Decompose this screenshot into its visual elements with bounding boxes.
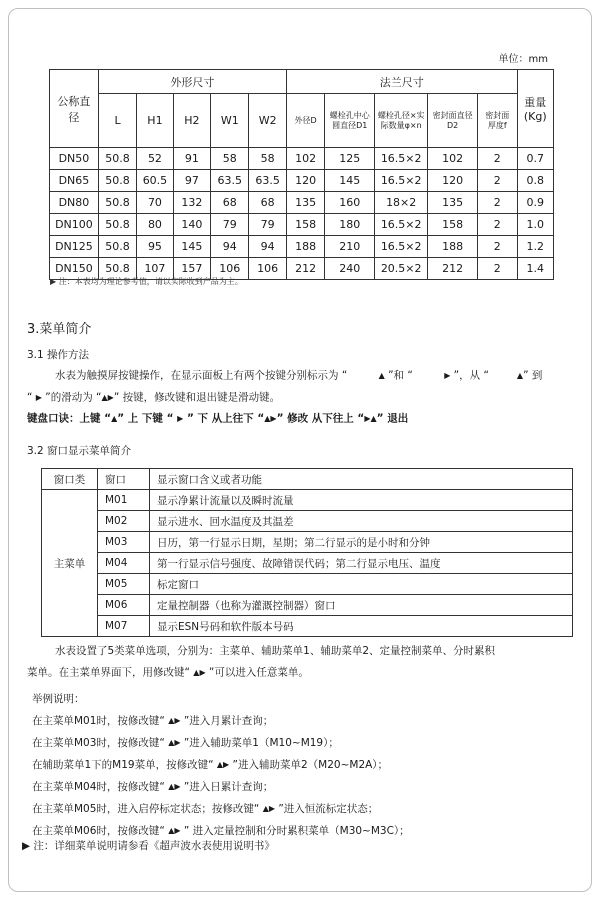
- up-icon: ▲: [370, 414, 377, 423]
- spec-cell: 58: [211, 148, 249, 170]
- up-icon: ▲: [262, 804, 269, 813]
- right-icon: ▶: [174, 782, 181, 791]
- spec-cell: 157: [173, 258, 210, 280]
- example-item: [32, 732, 592, 754]
- spec-cell: 2: [478, 192, 517, 214]
- spec-cell: 79: [249, 214, 286, 236]
- right-icon: ▶: [35, 392, 42, 402]
- examples: [32, 688, 592, 842]
- right-icon: ▶: [177, 414, 184, 423]
- right-icon: ▶: [174, 716, 181, 725]
- up-icon: ▲: [264, 414, 271, 423]
- section3-title: 3.菜单简介: [27, 322, 92, 337]
- spec-cell-dn: DN125: [50, 236, 99, 258]
- spec-row: [50, 236, 554, 258]
- right-icon: ▶: [174, 738, 181, 747]
- example-post: ” 进入定量控制和分时累积菜单（M30~M3C）；: [180, 825, 410, 837]
- right-icon: ▶: [364, 414, 371, 423]
- op-text-seg: ” 修改 从下往上 “: [276, 412, 365, 425]
- up-icon: ▲: [168, 782, 175, 791]
- header-L: L: [98, 94, 136, 148]
- menu-window-code: M05: [98, 574, 150, 595]
- menu-window-function: 标定窗口: [150, 574, 573, 595]
- right-icon: ▶: [199, 668, 206, 677]
- op-text-seg: ” 上 下键 “: [117, 412, 178, 425]
- spec-cell: 52: [137, 148, 173, 170]
- spec-cell: 140: [173, 214, 210, 236]
- spec-cell: 102: [286, 148, 324, 170]
- spec-cell: 50.8: [98, 236, 136, 258]
- spec-cell-dn: DN80: [50, 192, 99, 214]
- spec-cell: 2: [478, 170, 517, 192]
- right-icon: ▶: [270, 414, 277, 423]
- menu-group-main: 主菜单: [42, 490, 98, 637]
- up-icon: ▲: [516, 371, 524, 380]
- spec-cell: 1.0: [517, 214, 553, 236]
- spec-cell: 16.5×2: [375, 170, 428, 192]
- header-H2: H2: [173, 94, 210, 148]
- spec-cell: 16.5×2: [375, 236, 428, 258]
- spec-cell: 20.5×2: [375, 258, 428, 280]
- spec-cell-dn: DN50: [50, 148, 99, 170]
- menu-window-code: M07: [98, 616, 150, 637]
- header-seal-diameter: 密封面直径D2: [428, 94, 478, 148]
- spec-cell: 240: [325, 258, 375, 280]
- bottom-note: ▶ 注：详细菜单说明请参看《超声波水表使用说明书》: [22, 840, 275, 852]
- menu-row: [42, 595, 573, 616]
- menu-para-seg: ”可以进入任意菜单。: [205, 666, 309, 679]
- header-bolt-hole: 螺栓孔径×实际数量φ×n: [375, 94, 428, 148]
- spec-cell: 16.5×2: [375, 214, 428, 236]
- spec-cell: 2: [478, 236, 517, 258]
- spec-cell: 0.8: [517, 170, 553, 192]
- spec-cell: 120: [286, 170, 324, 192]
- spec-cell: 106: [211, 258, 249, 280]
- op-text-seg: ” 退出: [376, 412, 409, 425]
- spec-cell-dn: DN150: [50, 258, 99, 280]
- spec-cell: 68: [249, 192, 286, 214]
- example-post: ”进入月累计查询；: [180, 715, 274, 727]
- menu-window-function: 显示ESN号码和软件版本号码: [150, 616, 573, 637]
- spec-cell: 58: [249, 148, 286, 170]
- spec-cell: 107: [137, 258, 173, 280]
- spec-cell: 50.8: [98, 258, 136, 280]
- spec-cell: 63.5: [211, 170, 249, 192]
- right-icon: ▶: [444, 371, 451, 380]
- spec-cell: 2: [478, 148, 517, 170]
- spec-cell: 135: [428, 192, 478, 214]
- spec-cell: 50.8: [98, 192, 136, 214]
- table-note: ▶ 注：本表均为理论参考值，请以实际收到产品为主。: [50, 277, 243, 286]
- spec-cell: 63.5: [249, 170, 286, 192]
- menu-row: [42, 574, 573, 595]
- menu-window-function: 显示净累计流量以及瞬时流量: [150, 490, 573, 511]
- menu-row: [42, 511, 573, 532]
- operation-text: [27, 365, 587, 430]
- up-icon: ▲: [168, 826, 175, 835]
- spec-cell: 102: [428, 148, 478, 170]
- header-bolt-circle: 螺栓孔中心圆直径D1: [325, 94, 375, 148]
- menu-para-line1: 水表设置了5类菜单选项，分别为：主菜单、辅助菜单1、辅助菜单2、定量控制菜单、分时累积: [55, 645, 496, 657]
- spec-cell: 120: [428, 170, 478, 192]
- op-text-seg: 键盘口诀：上键 “: [27, 412, 112, 425]
- op-text-seg: ”的滑动为 “: [41, 391, 102, 403]
- spec-cell: 94: [211, 236, 249, 258]
- spec-cell: 50.8: [98, 170, 136, 192]
- example-post: ”进入恒流标定状态；: [275, 803, 379, 815]
- example-pre: 在主菜单M06时，按修改键“: [32, 825, 169, 837]
- example-title: 举例说明：: [32, 693, 85, 705]
- up-icon: ▲: [168, 738, 175, 747]
- spec-cell: 1.2: [517, 236, 553, 258]
- spec-cell: 212: [286, 258, 324, 280]
- up-icon: ▲: [101, 392, 108, 402]
- example-item: [32, 710, 592, 732]
- spec-cell: 2: [478, 214, 517, 236]
- menu-window-code: M04: [98, 553, 150, 574]
- spec-row: [50, 170, 554, 192]
- spec-row: [50, 192, 554, 214]
- op-text-seg: ”，从 “: [450, 369, 489, 382]
- menu-header-class: 窗口类: [42, 469, 98, 490]
- menu-window-code: M03: [98, 532, 150, 553]
- example-pre: 在主菜单M01时，按修改键“: [32, 715, 169, 727]
- unit-label: 单位：mm: [498, 54, 548, 65]
- example-post: ”进入辅助菜单2（M20~M2A）；: [229, 759, 389, 771]
- example-pre: 在辅助菜单1下的M19菜单，按修改键“: [32, 759, 217, 771]
- spec-cell: 0.7: [517, 148, 553, 170]
- header-H1: H1: [137, 94, 173, 148]
- menu-row: [42, 532, 573, 553]
- spec-cell: 135: [286, 192, 324, 214]
- up-icon: ▲: [168, 716, 175, 725]
- menu-header-window: 窗口: [98, 469, 150, 490]
- spec-cell: 16.5×2: [375, 148, 428, 170]
- spec-cell: 158: [428, 214, 478, 236]
- menu-table: [41, 468, 573, 637]
- menu-window-function: 日历，第一行显示日期，星期；第二行显示的是小时和分钟: [150, 532, 573, 553]
- menu-paragraph: [27, 641, 587, 684]
- spec-cell: 1.4: [517, 258, 553, 280]
- example-item: [32, 798, 592, 820]
- op-text-seg: ” 到: [523, 369, 543, 382]
- right-icon: ▶: [107, 392, 114, 402]
- menu-window-code: M01: [98, 490, 150, 511]
- header-flange-group: 法兰尺寸: [286, 70, 517, 94]
- right-icon: ▶: [268, 804, 276, 813]
- op-text-seg: “: [27, 391, 36, 403]
- up-icon: ▲: [193, 668, 200, 677]
- header-seal-thickness: 密封面厚度f: [478, 94, 517, 148]
- spec-cell: 18×2: [375, 192, 428, 214]
- spec-cell: 106: [249, 258, 286, 280]
- example-pre: 在主菜单M03时，按修改键“: [32, 737, 169, 749]
- spec-cell: 95: [137, 236, 173, 258]
- example-pre: 在主菜单M04时，按修改键“: [32, 781, 169, 793]
- example-pre: 在主菜单M05时，进入启停标定状态；按修改键“: [32, 803, 263, 815]
- example-post: ”进入日累计查询；: [180, 781, 274, 793]
- menu-row: [42, 490, 573, 511]
- header-W2: W2: [249, 94, 286, 148]
- spec-cell: 70: [137, 192, 173, 214]
- header-outline-group: 外形尺寸: [98, 70, 286, 94]
- spec-cell: 68: [211, 192, 249, 214]
- spec-cell: 50.8: [98, 148, 136, 170]
- spec-cell: 2: [478, 258, 517, 280]
- right-icon: ▶: [223, 760, 230, 769]
- menu-window-function: 显示进水、回水温度及其温差: [150, 511, 573, 532]
- spec-cell: 188: [428, 236, 478, 258]
- example-item: [32, 776, 592, 798]
- spec-cell: 97: [173, 170, 210, 192]
- op-text-seg: ” 按键，修改键和退出键是滑动键。: [113, 391, 281, 403]
- menu-window-code: M02: [98, 511, 150, 532]
- spec-row: [50, 214, 554, 236]
- up-icon: ▲: [216, 760, 224, 769]
- spec-cell-dn: DN100: [50, 214, 99, 236]
- spec-cell: 91: [173, 148, 210, 170]
- menu-para-seg: 菜单。在主菜单界面下，用修改键“: [27, 666, 194, 679]
- header-outer-diameter: 外径D: [286, 94, 324, 148]
- spec-cell: 188: [286, 236, 324, 258]
- spec-cell: 50.8: [98, 214, 136, 236]
- spec-cell: 79: [211, 214, 249, 236]
- spec-cell: 132: [173, 192, 210, 214]
- spec-table: [49, 69, 554, 280]
- spec-cell: 212: [428, 258, 478, 280]
- spec-cell: 210: [325, 236, 375, 258]
- menu-header-function: 显示窗口含义或者功能: [150, 469, 573, 490]
- right-icon: ▶: [174, 826, 181, 835]
- spec-cell: 0.9: [517, 192, 553, 214]
- op-text-seg: ” 下 从上往下 “: [183, 412, 265, 425]
- section31-title: 3.1 操作方法: [27, 349, 90, 361]
- spec-cell: 160: [325, 192, 375, 214]
- op-text-seg: 水表为触摸屏按键操作，在显示面板上有两个按键分别标示为 “: [55, 369, 351, 382]
- spec-cell: 158: [286, 214, 324, 236]
- menu-row: [42, 553, 573, 574]
- up-icon: ▲: [378, 371, 385, 380]
- spec-row: [50, 148, 554, 170]
- example-post: ”进入辅助菜单1（M10~M19）；: [180, 737, 339, 749]
- spec-cell: 94: [249, 236, 286, 258]
- spec-cell: 145: [173, 236, 210, 258]
- spec-cell: 180: [325, 214, 375, 236]
- menu-row: [42, 616, 573, 637]
- header-nominal-diameter: 公称直径: [50, 70, 99, 148]
- section32-title: 3.2 窗口显示菜单简介: [27, 445, 132, 457]
- spec-cell: 80: [137, 214, 173, 236]
- spec-cell: 145: [325, 170, 375, 192]
- op-text-seg: ”和 “: [384, 369, 417, 382]
- spec-cell: 125: [325, 148, 375, 170]
- menu-window-code: M06: [98, 595, 150, 616]
- header-weight: 重量(Kg): [517, 70, 553, 148]
- spec-cell-dn: DN65: [50, 170, 99, 192]
- example-item: [32, 754, 592, 776]
- spec-cell: 60.5: [137, 170, 173, 192]
- menu-window-function: 定量控制器（也称为灌溉控制器）窗口: [150, 595, 573, 616]
- header-W1: W1: [211, 94, 249, 148]
- up-icon: ▲: [111, 414, 118, 423]
- menu-window-function: 第一行显示信号强度、故障错误代码；第二行显示电压、温度: [150, 553, 573, 574]
